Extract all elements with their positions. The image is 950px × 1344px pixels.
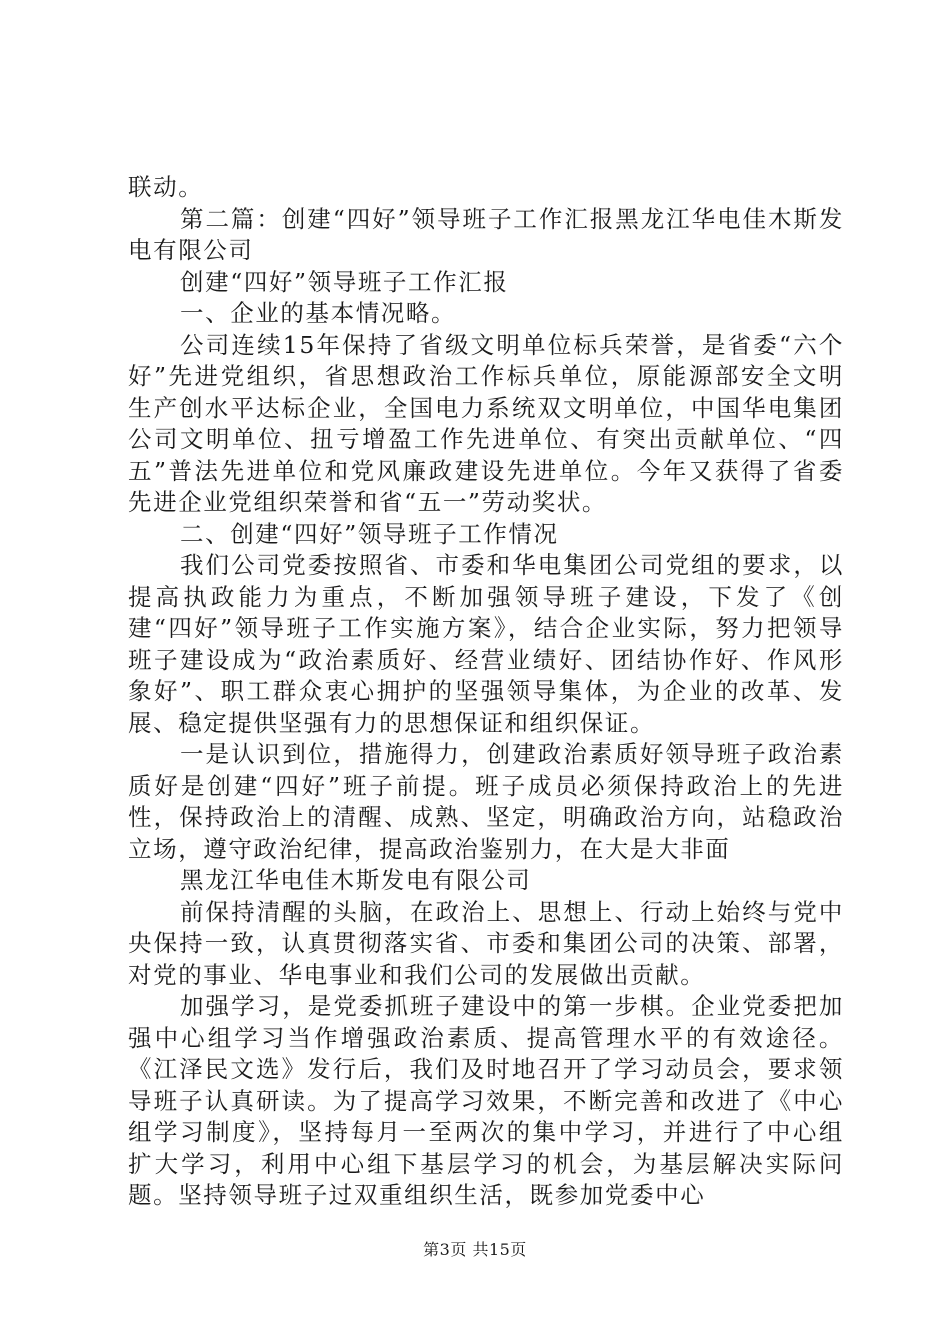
paragraph: 前保持清醒的头脑，在政治上、思想上、行动上始终与党中央保持一致，认真贯彻落实省、市委和集团公司的决策、部署，对党的事业、华电事业和我们公司的发展做出贡献。 — [128, 897, 844, 989]
page-number: 第3页 共15页 — [423, 1240, 527, 1259]
subheading-basic-info: 一、企业的基本情况略。 — [180, 299, 457, 327]
section-heading: 第二篇：创建“四好”领导班子工作汇报黑龙江华电佳木斯发电有限公司 — [128, 204, 844, 264]
paragraph: 加强学习，是党委抓班子建设中的第一步棋。企业党委把加强中心组学习当作增强政治素质、提高管理水平的有效途径。《江泽民文选》发行后，我们及时地召开了学习动员会，要求领导班子认真研读。为了提高学习效果，不断完善和改进了《中心组学习制度》，坚持每月一至两次的集中学习，并进行了中心组扩大学习，利用中心组下基层学习的机会，为基层解决实际问题。坚持领导班子过双重组织生活，既参加党委中心 — [128, 992, 844, 1209]
document-body — [128, 172, 844, 1212]
company-name-line: 黑龙江华电佳木斯发电有限公司 — [180, 866, 532, 894]
paragraph: 一是认识到位，措施得力，创建政治素质好领导班子政治素质好是创建“四好”班子前提。班子成员必须保持政治上的先进性，保持政治上的清醒、成熟、坚定，明确政治方向，站稳政治立场，遵守政治纪律，提高政治鉴别力，在大是大非面 — [128, 740, 844, 863]
report-title: 创建“四好”领导班子工作汇报 — [180, 267, 509, 296]
paragraph: 我们公司党委按照省、市委和华电集团公司党组的要求，以提高执政能力为重点，不断加强领导班子建设，下发了《创建“四好”领导班子工作实施方案》，结合企业实际，努力把领导班子建设成为“政治素质好、经营业绩好、团结协作好、作风形象好”、职工群众衷心拥护的坚强领导集体，为企业的改革、发展、稳定提供坚强有力的思想保证和组织保证。 — [128, 551, 844, 737]
paragraph: 公司连续15年保持了省级文明单位标兵荣誉，是省委“六个好”先进党组织，省思想政治工作标兵单位，原能源部安全文明生产创水平达标企业，全国电力系统双文明单位，中国华电集团公司文明单位、扭亏增盈工作先进单位、有突出贡献单位、“四五”普法先进单位和党风廉政建设先进单位。今年又获得了省委先进企业党组织荣誉和省“五一”劳动奖状。 — [128, 330, 844, 516]
subheading-work-status: 二、创建“四好”领导班子工作情况 — [180, 519, 559, 548]
paragraph: 联动。 — [128, 173, 204, 201]
